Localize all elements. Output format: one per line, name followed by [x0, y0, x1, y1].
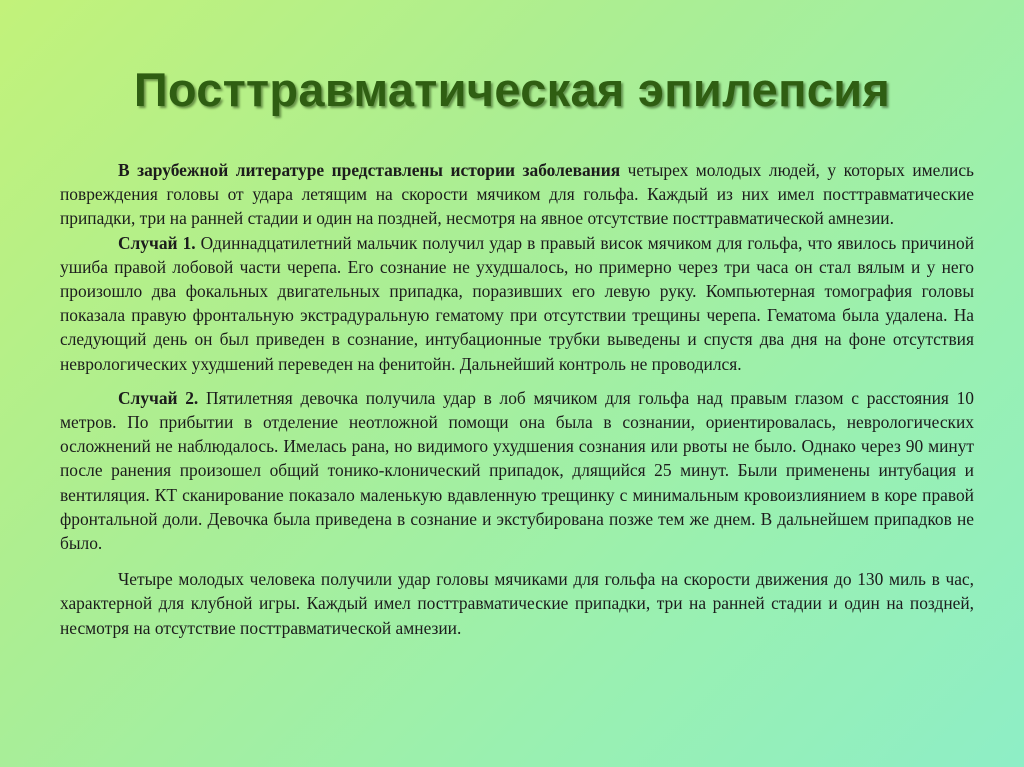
paragraph-summary [60, 567, 974, 640]
paragraph-intro-lead: В зарубежной литературе представлены истории заболевания [118, 160, 621, 180]
paragraph-case-1-lead: Случай 1. [118, 232, 196, 253]
paragraph-case-1-text: Одиннадцатилетний мальчик получил удар в правый висок мячиком для гольфа, что явилось причиной ушиба правой лобовой части черепа. Его сознание не ухудшалось, но примерно через три часа он стал вялым и у него произошло два фокальных двигательных припадка, поразивших его левую руку. Компьютерная томография головы показала правую фронтальную экстрадуральную гематому при отсутствии трещины черепа. Гематома была удалена. На следующий день он был приведен в сознание, интубационные трубки выведены и спустя два дня на фоне отсутствия неврологических ухудшений переведен на фенитойн. Дальнейший контроль не проводился. [60, 232, 974, 374]
paragraph-intro-text: четырех молодых людей, у которых имелись повреждения головы от удара летящим на скорости мячиком для гольфа. Каждый из них имел посттравматические припадки, три на ранней стадии и один на поздней, несмотря на явное отсутствие посттравматической амнезии. [60, 160, 974, 229]
paragraph-case-1 [60, 231, 974, 376]
spacer [60, 376, 974, 386]
paragraph-case-2-lead: Случай 2. [118, 387, 199, 408]
paragraph-case-2-text: Пятилетняя девочка получила удар в лоб мячиком для гольфа над правым глазом с расстояния 10 метров. По прибытии в отделение неотложной помощи она была в сознании, ориентировалась, неврологических осложнений не наблюдалось. Имелась рана, но видимого ухудшения сознания или рвоты не было. Однако через 90 минут после ранения произошел общий тонико-клонический припадок, длящийся 25 минут. Были применены интубация и вентиляция. КТ сканирование показало маленькую вдавленную трещинку с минимальным кровоизлиянием в коре правой фронтальной доли. Девочка была приведена в сознание и экстубирована позже тем же днем. В дальнейшем припадков не было. [60, 387, 974, 554]
paragraph-case-2 [60, 386, 974, 555]
slide-body [60, 158, 974, 640]
slide-title: Посттравматическая эпилепсия [133, 63, 891, 116]
paragraph-intro [60, 158, 974, 231]
spacer [60, 555, 974, 567]
paragraph-summary-text: Четыре молодых человека получили удар головы мячиками для гольфа на скорости движения до 130 миль в час, характерной для клубной игры. Каждый имел посттравматические припадки, три на ранней стадии и один на поздней, несмотря на отсутствие посттравматической амнезии. [60, 569, 974, 638]
